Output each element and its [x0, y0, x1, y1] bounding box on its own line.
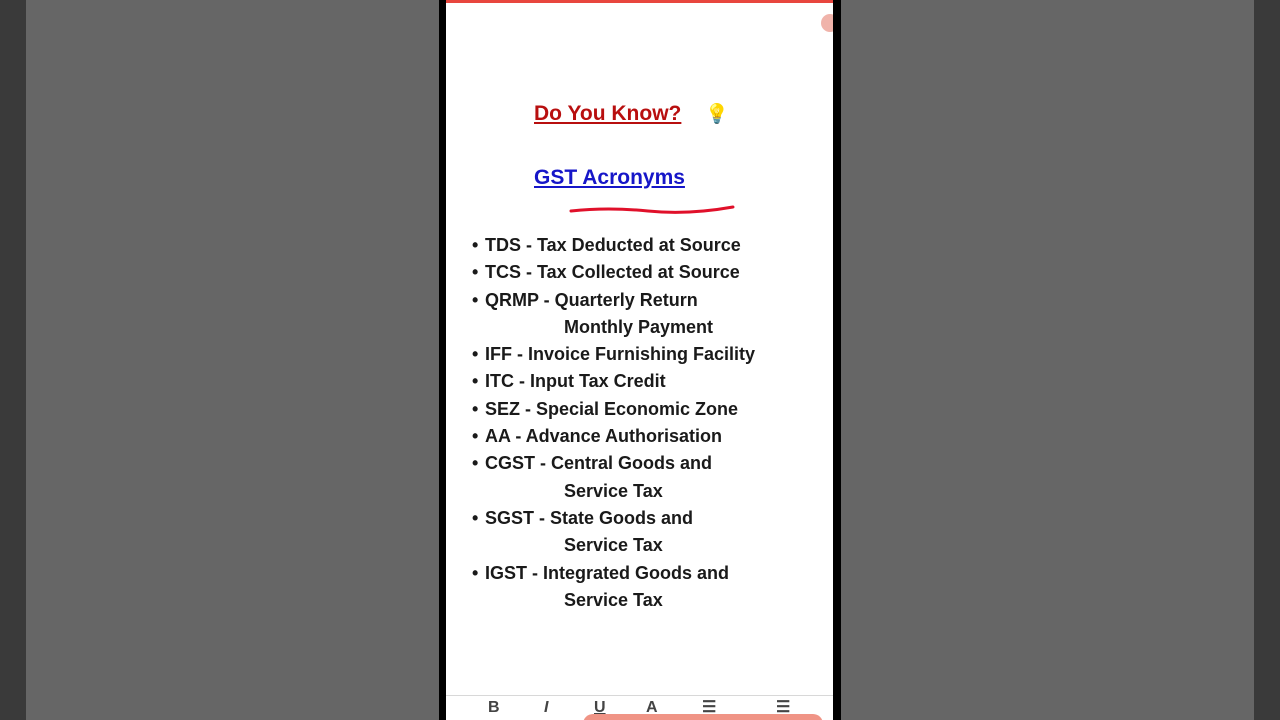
acronym-item-text: SEZ - Special Economic Zone — [485, 398, 739, 419]
acronym-item — [472, 232, 755, 259]
page-subtitle: GST Acronyms — [534, 166, 685, 189]
acronym-item — [472, 314, 755, 341]
bullet-icon: • — [472, 262, 479, 283]
phone-frame — [439, 0, 841, 720]
acronym-item — [472, 450, 755, 477]
bullet-icon: • — [472, 371, 479, 392]
bullet-icon: • — [472, 289, 479, 310]
background-edge — [0, 0, 26, 720]
acronym-item-text: SGST - State Goods and — [485, 507, 694, 528]
acronym-item-text: CGST - Central Goods and — [485, 453, 713, 474]
top-accent-bar — [446, 0, 833, 3]
acronym-item — [472, 532, 755, 559]
bullet-icon: • — [472, 453, 479, 474]
bold-button[interactable]: B — [488, 699, 500, 716]
acronym-item-text: ITC - Input Tax Credit — [485, 371, 666, 392]
underline-button[interactable]: U — [594, 699, 606, 716]
format-toolbar — [446, 695, 833, 720]
acronym-item — [472, 259, 755, 286]
acronym-item — [472, 478, 755, 505]
page-title: Do You Know? — [534, 102, 682, 125]
document-screen — [446, 0, 833, 720]
scroll-handle[interactable] — [821, 14, 833, 32]
acronym-item-text: Service Tax — [564, 589, 663, 610]
acronym-item-text: TCS - Tax Collected at Source — [485, 262, 740, 283]
bullet-icon: • — [472, 398, 479, 419]
bullet-icon: • — [472, 344, 479, 365]
acronym-item-text: Service Tax — [564, 535, 663, 556]
acronym-item-text: IGST - Integrated Goods and — [485, 562, 730, 583]
acronym-item-text: TDS - Tax Deducted at Source — [485, 235, 741, 255]
italic-button[interactable]: I — [544, 699, 549, 716]
acronym-item — [472, 368, 755, 395]
red-underline-stroke — [568, 202, 738, 216]
lightbulb-icon: 💡 — [705, 104, 729, 125]
bullet-icon: • — [472, 507, 479, 528]
acronym-item-text: AA - Advance Authorisation — [485, 426, 723, 447]
acronym-item — [472, 396, 755, 423]
list-icon[interactable]: ☰ — [776, 699, 791, 716]
align-icon[interactable]: ☰ — [702, 699, 717, 716]
acronym-list — [472, 232, 755, 614]
acronym-item-text: IFF - Invoice Furnishing Facility — [485, 344, 756, 365]
bullet-icon: • — [472, 426, 479, 447]
background-edge — [1254, 0, 1280, 720]
acronym-item-text: Monthly Payment — [564, 316, 714, 337]
bullet-icon: • — [472, 235, 479, 255]
bullet-icon: • — [472, 562, 479, 583]
acronym-item — [472, 587, 755, 614]
acronym-item — [472, 560, 755, 587]
acronym-item — [472, 287, 755, 314]
acronym-item — [472, 505, 755, 532]
acronym-item-text: Service Tax — [564, 480, 663, 501]
acronym-item — [472, 341, 755, 368]
acronym-item-text: QRMP - Quarterly Return — [485, 289, 698, 310]
acronym-item — [472, 423, 755, 450]
text-color-button[interactable]: A — [646, 699, 658, 716]
